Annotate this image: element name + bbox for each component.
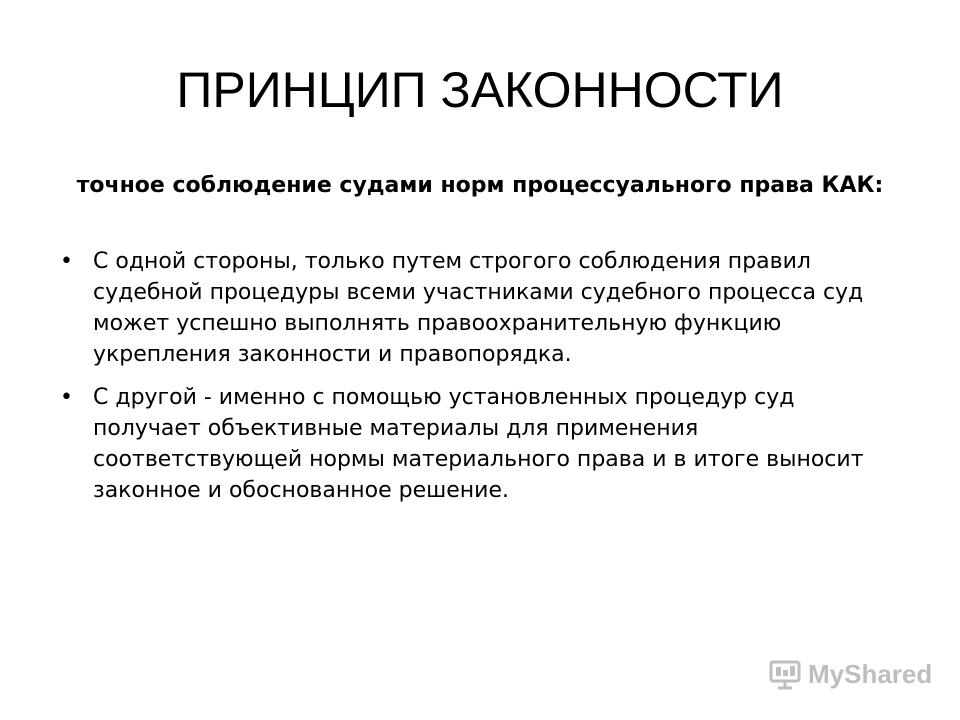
watermark-logo (768, 656, 932, 692)
slide-subtitle: точное соблюдение судами норм процессуального права КАК: (76, 173, 884, 198)
bullet-list (60, 246, 890, 518)
slide-title: ПРИНЦИП ЗАКОННОСТИ (176, 62, 784, 118)
bullet-icon: • (60, 385, 73, 410)
presentation-board-icon (768, 657, 802, 691)
bullet-text: С одной стороны, только путем строгого соблюдения правил судебной процедуры всеми участниками судебного процесса суд может успешно выполнять правоохранительную функцию укрепления законности и правопорядка. (93, 249, 864, 367)
watermark-text: MyShared (808, 658, 933, 689)
bullet-text: С другой - именно с помощью установленных процедур суд получает объективные материалы для применения соответствующей нормы материального права и в итоге выносит законное и обоснованное решение. (93, 385, 864, 503)
bullet-item (60, 246, 890, 370)
bullet-item (60, 382, 890, 506)
bullet-icon: • (60, 249, 73, 274)
